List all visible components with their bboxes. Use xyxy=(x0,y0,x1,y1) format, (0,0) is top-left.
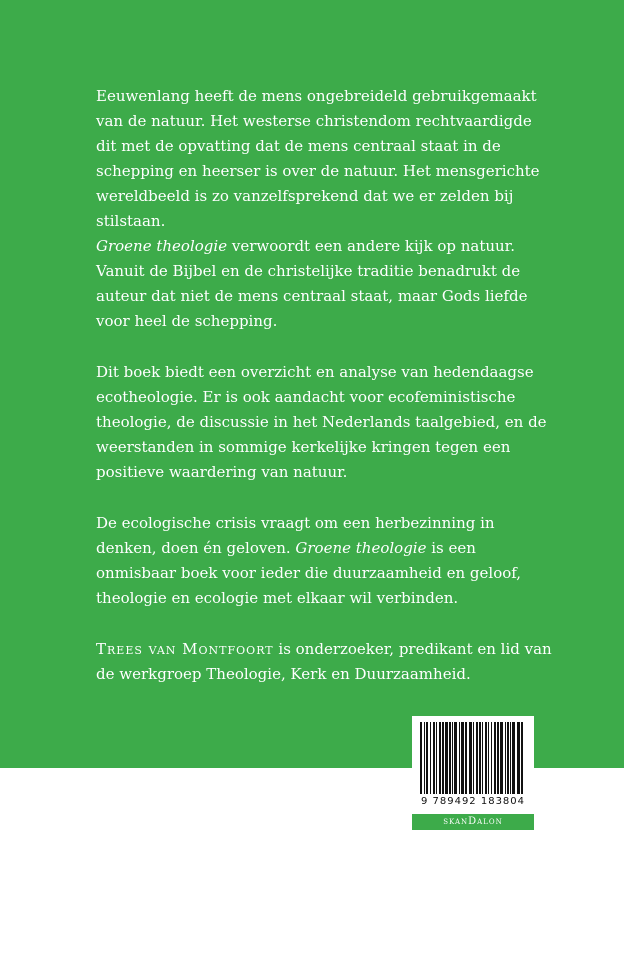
barcode-bar xyxy=(512,722,515,794)
barcode-bar xyxy=(433,722,435,794)
barcode-bar xyxy=(488,722,489,794)
barcode-bar xyxy=(449,722,451,794)
barcode-bar xyxy=(517,722,520,794)
isbn-number: 9 789492 183804 xyxy=(420,796,526,807)
blurb-paragraph-1a xyxy=(96,84,556,234)
barcode-bar xyxy=(420,722,422,794)
blurb-text-3b: is een onmisbaar boek voor ieder die duurzaamheid en geloof, theologie en ecologie met elkaar wil verbinden. xyxy=(96,539,522,607)
barcode-bar xyxy=(439,722,441,794)
barcode-bar xyxy=(436,722,437,794)
barcode-bar xyxy=(476,722,478,794)
barcode-bar xyxy=(494,722,496,794)
barcode-bar xyxy=(426,722,428,794)
barcode-bar xyxy=(500,722,503,794)
book-title-italic: Groene theologie xyxy=(96,237,228,255)
blurb-paragraph-1b xyxy=(96,234,556,334)
blurb-text-1b: verwoordt een andere kijk op natuur. Vanuit de Bijbel en de christelijke traditie benadrukt de auteur dat niet de mens centraal staat, maar Gods liefde voor heel de schepping. xyxy=(96,237,528,330)
barcode-bar xyxy=(442,722,444,794)
publisher-logo xyxy=(412,814,534,830)
author-bio-text: is onderzoeker, predikant en lid van de werkgroep Theologie, Kerk en Duurzaamheid. xyxy=(96,640,552,683)
book-title-italic-2: Groene theologie xyxy=(295,539,427,557)
barcode-bar xyxy=(479,722,481,794)
barcode-bar xyxy=(473,722,474,794)
barcode-bars xyxy=(418,722,528,794)
publisher-name: skanDalon xyxy=(443,816,503,827)
blurb-paragraph-2 xyxy=(96,360,556,485)
barcode-bar xyxy=(510,722,511,794)
barcode-bar xyxy=(491,722,492,794)
barcode-bar xyxy=(430,722,431,794)
barcode-bar xyxy=(454,722,457,794)
barcode-bar xyxy=(445,722,448,794)
barcode-bar xyxy=(497,722,499,794)
blurb-text-3a: De ecologische crisis vraagt om een herbezinning in denken, doen én geloven. xyxy=(96,514,495,557)
barcode-bar xyxy=(521,722,523,794)
barcode-bar xyxy=(452,722,453,794)
barcode-bar xyxy=(482,722,483,794)
barcode-bar xyxy=(505,722,506,794)
barcode-bar xyxy=(507,722,509,794)
barcode-bar xyxy=(485,722,487,794)
blurb-paragraph-3 xyxy=(96,511,556,611)
back-cover-blurb xyxy=(96,84,556,713)
barcode-bar xyxy=(461,722,464,794)
barcode-bar xyxy=(465,722,467,794)
barcode-bar xyxy=(469,722,472,794)
barcode-bar xyxy=(424,722,425,794)
author-name: Trees van Montfoort xyxy=(96,640,274,658)
blurb-text-2: Dit boek biedt een overzicht en analyse van hedendaagse ecotheologie. Er is ook aandacht voor ecofeministische theologie, de discussie in het Nederlands taalgebied, en de weerstanden in sommige kerkelijke kringen tegen een positieve waardering van natuur. xyxy=(96,363,547,481)
author-bio xyxy=(96,637,556,687)
barcode-bar xyxy=(459,722,460,794)
isbn-barcode xyxy=(412,716,534,812)
blurb-text-1a: Eeuwenlang heeft de mens ongebreideld gebruikgemaakt van de natuur. Het westerse christendom rechtvaardigde dit met de opvatting dat de mens centraal staat in de schepping en heerser is over de natuur. Het mensgerichte wereldbeeld is zo vanzelfsprekend dat we er zelden bij stilstaan. xyxy=(96,87,540,230)
